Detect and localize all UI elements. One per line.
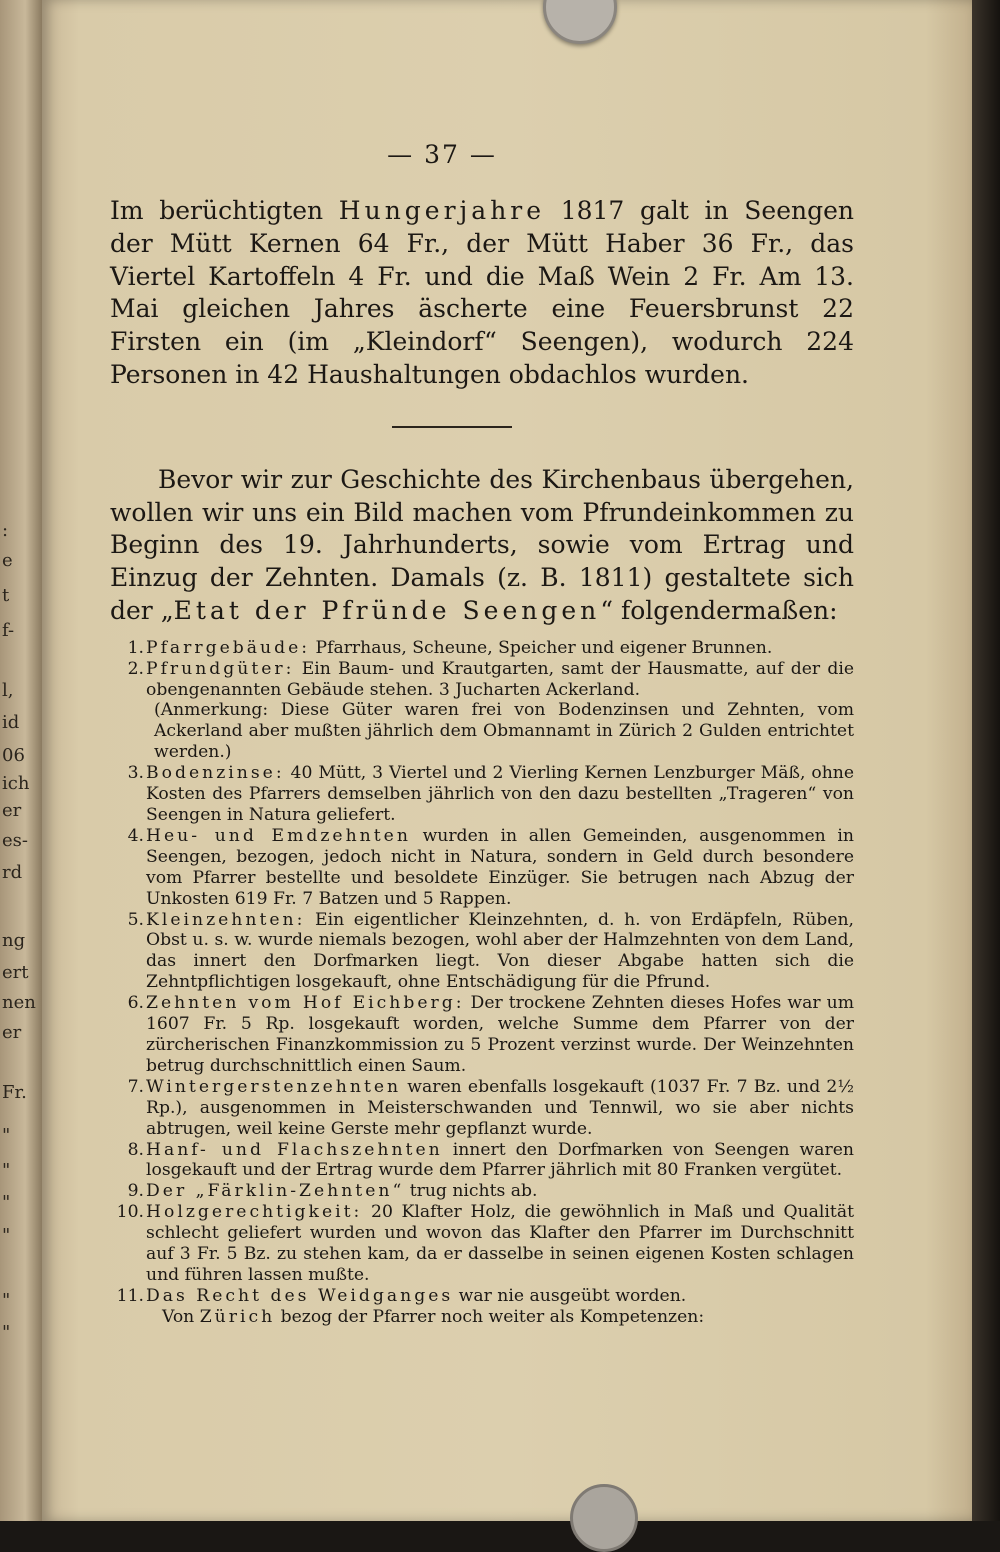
facing-page-fragment: f- (2, 620, 15, 641)
facing-page-edge (0, 0, 42, 1521)
etat-list-item (110, 1181, 854, 1202)
item-text: Ein eigentlicher Kleinzehnten, d. h. von Erdäpfeln, Rüben, Obst u. s. w. wurde niemals bezogen, wohl aber der Halmzehnten von dem Land, das innert den Dorfmarken liegt. Von dieser Abgabe hatten sich die Zehntpflichtigen losgekauft, ohne Entschädigung für die Pfrund. (146, 909, 854, 993)
item-term: Der „Färklin-Zehnten“ (146, 1181, 405, 1202)
etat-list (110, 638, 854, 1307)
paragraph-pfrund-income (110, 464, 854, 628)
item-number: 6. (127, 993, 144, 1014)
closing-spaced-term: Zürich (199, 1306, 276, 1327)
paragraph1-spaced-term: Hungerjahre (338, 196, 546, 225)
item-term: Bodenzinse: (146, 763, 285, 784)
closing-text-b: bezog der Pfarrer noch weiter als Kompetenzen: (275, 1306, 705, 1327)
closing-text-a: Von (162, 1306, 200, 1327)
page-clip-bottom (570, 1484, 638, 1552)
etat-list-item (110, 763, 854, 826)
closing-line (110, 1307, 854, 1328)
paragraph2-text-b: “ folgendermaßen: (600, 595, 838, 625)
facing-page-fragment: 06 (2, 745, 25, 766)
item-text: 40 Mütt, 3 Viertel und 2 Vierling Kernen Lenzburger Mäß, ohne Kosten des Pfarrers demselben jährlich von den dazu bestellten „Trageren“ von Seengen in Natura geliefert. (146, 763, 854, 826)
item-text: war nie ausgeübt worden. (453, 1285, 687, 1306)
etat-list-item (110, 659, 854, 764)
facing-page-fragment: rd (2, 862, 23, 883)
etat-list-item (110, 1286, 854, 1307)
etat-list-item (110, 1077, 854, 1140)
item-number: 5. (127, 909, 144, 930)
item-number: 4. (127, 825, 144, 846)
item-text: Ein Baum- und Krautgarten, samt der Hausmatte, auf der die obengenannten Gebäude stehen. 3 Jucharten Ackerland. (146, 658, 854, 700)
item-text: waren ebenfalls losgekauft (1037 Fr. 7 Bz. und 2½ Rp.), ausgenommen in Meisterschwanden und Tennwil, wo sie aber nichts abtrugen, weil keine Gerste mehr gepflanzt wurde. (146, 1076, 854, 1139)
facing-page-fragment: ich (2, 773, 30, 794)
page-content (110, 140, 854, 1328)
facing-page-fragment: l, (2, 680, 14, 701)
item-term: Das Recht des Weidganges (146, 1285, 454, 1306)
facing-page-fragment: " (2, 1160, 11, 1181)
book-page (42, 0, 972, 1521)
item-number: 11. (116, 1285, 144, 1306)
facing-page-fragment: " (2, 1225, 11, 1246)
item-text: wurden in allen Gemeinden, ausgenommen in Seengen, bezogen, jedoch nicht in Natura, sondern in Geld durch besondere vom Pfarrer bestellte und besoldete Einzüger. Sie betrugen nach Abzug der Unkosten 619 Fr. 7 Batzen und 5 Rappen. (146, 825, 854, 909)
facing-page-fragment: t (2, 585, 10, 606)
item-text: Pfarrhaus, Scheune, Speicher und eigener Brunnen. (310, 637, 773, 658)
facing-page-fragment: e (2, 550, 13, 571)
item-number: 3. (127, 763, 144, 784)
item-term: Hanf- und Flachszehnten (146, 1139, 443, 1160)
item-text: innert den Dorfmarken von Seengen waren losgekauft und der Ertrag wurde dem Pfarrer jährlich mit 80 Franken vergütet. (146, 1139, 854, 1181)
etat-list-item (110, 638, 854, 659)
etat-list-item (110, 910, 854, 994)
item-term: Wintergerstenzehnten (146, 1076, 402, 1097)
item-term: Heu- und Emdzehnten (146, 825, 411, 846)
facing-page-fragment: id (2, 712, 20, 733)
item-number: 8. (127, 1139, 144, 1160)
item-term: Zehnten vom Hof Eichberg: (146, 993, 465, 1014)
facing-page-fragment: ng (2, 930, 26, 951)
facing-page-fragment: " (2, 1125, 11, 1146)
page-number: — 37 — (387, 140, 497, 169)
paragraph1-text-b: 1817 galt in Seengen der Mütt Kernen 64 Fr., der Mütt Haber 36 Fr., das Viertel Kartoffeln 4 Fr. und die Maß Wein 2 Fr. Am 13. Mai gleichen Jahres äscherte eine Feuersbrunst 22 Firsten ein (im „Kleindorf“ Seengen), wodurch 224 Personen in 42 Haushaltungen obdachlos wurden. (110, 196, 854, 389)
facing-page-fragment: " (2, 1322, 11, 1343)
etat-list-item (110, 1140, 854, 1182)
facing-page-fragment: " (2, 1192, 11, 1213)
paragraph-famine-1817 (110, 195, 854, 392)
item-number: 1. (127, 637, 144, 658)
etat-list-item (110, 826, 854, 910)
item-term: Pfrundgüter: (146, 658, 295, 679)
paragraph2-spaced-term: Etat der Pfründe Seengen (173, 595, 601, 625)
item-number: 9. (127, 1181, 144, 1202)
item-term: Pfarrgebäude: (146, 637, 311, 658)
item-number: 2. (127, 658, 144, 679)
item-note: (Anmerkung: Diese Güter waren frei von Bodenzinsen und Zehnten, vom Ackerland aber mußten jährlich dem Obmannamt in Zürich 2 Gulden entrichtet werden.) (154, 700, 854, 763)
item-number: 10. (116, 1202, 144, 1223)
item-term: Holzgerechtigkeit: (146, 1202, 363, 1223)
book-edge-shadow (972, 0, 1000, 1521)
facing-page-fragment: ert (2, 962, 29, 983)
facing-page-fragment: Fr. (2, 1082, 27, 1103)
etat-list-item (110, 993, 854, 1077)
item-text: Der trockene Zehnten dieses Hofes war um 1607 Fr. 5 Rp. losgekauft worden, welche Summe dem Pfarrer von der zürcherischen Finanzkommission zu 5 Prozent verzinst wurde. Der Weinzehnten betrug durchschnittlich einen Saum. (146, 993, 854, 1076)
facing-page-fragment: er (2, 800, 22, 821)
paragraph2-text-a: Bevor wir zur Geschichte des Kirchenbaus übergehen, wollen wir uns ein Bild machen vom Pfrundeinkommen zu Beginn des 19. Jahrhunderts, sowie vom Ertrag und Einzug der Zehnten. Damals (z. B. 1811) gestaltete sich der „ (110, 464, 854, 625)
item-term: Kleinzehnten: (146, 909, 306, 930)
facing-page-fragment: es- (2, 830, 28, 851)
item-number: 7. (127, 1076, 144, 1097)
facing-page-fragment: " (2, 1290, 11, 1311)
item-text: 20 Klafter Holz, die gewöhnlich in Maß und Qualität schlecht geliefert wurden und wovon das Klafter den Pfarrer im Durchschnitt auf 3 Fr. 5 Bz. zu stehen kam, da er dasselbe in seinen eigenen Kosten schlagen und führen lassen mußte. (146, 1202, 854, 1285)
section-divider (392, 426, 512, 428)
facing-page-fragment: nen (2, 992, 36, 1013)
item-text: trug nichts ab. (404, 1181, 538, 1202)
etat-list-item (110, 1202, 854, 1286)
facing-page-fragment: : (2, 520, 9, 541)
paragraph1-text-a: Im berüchtigten (110, 196, 339, 225)
facing-page-fragment: er (2, 1022, 22, 1043)
